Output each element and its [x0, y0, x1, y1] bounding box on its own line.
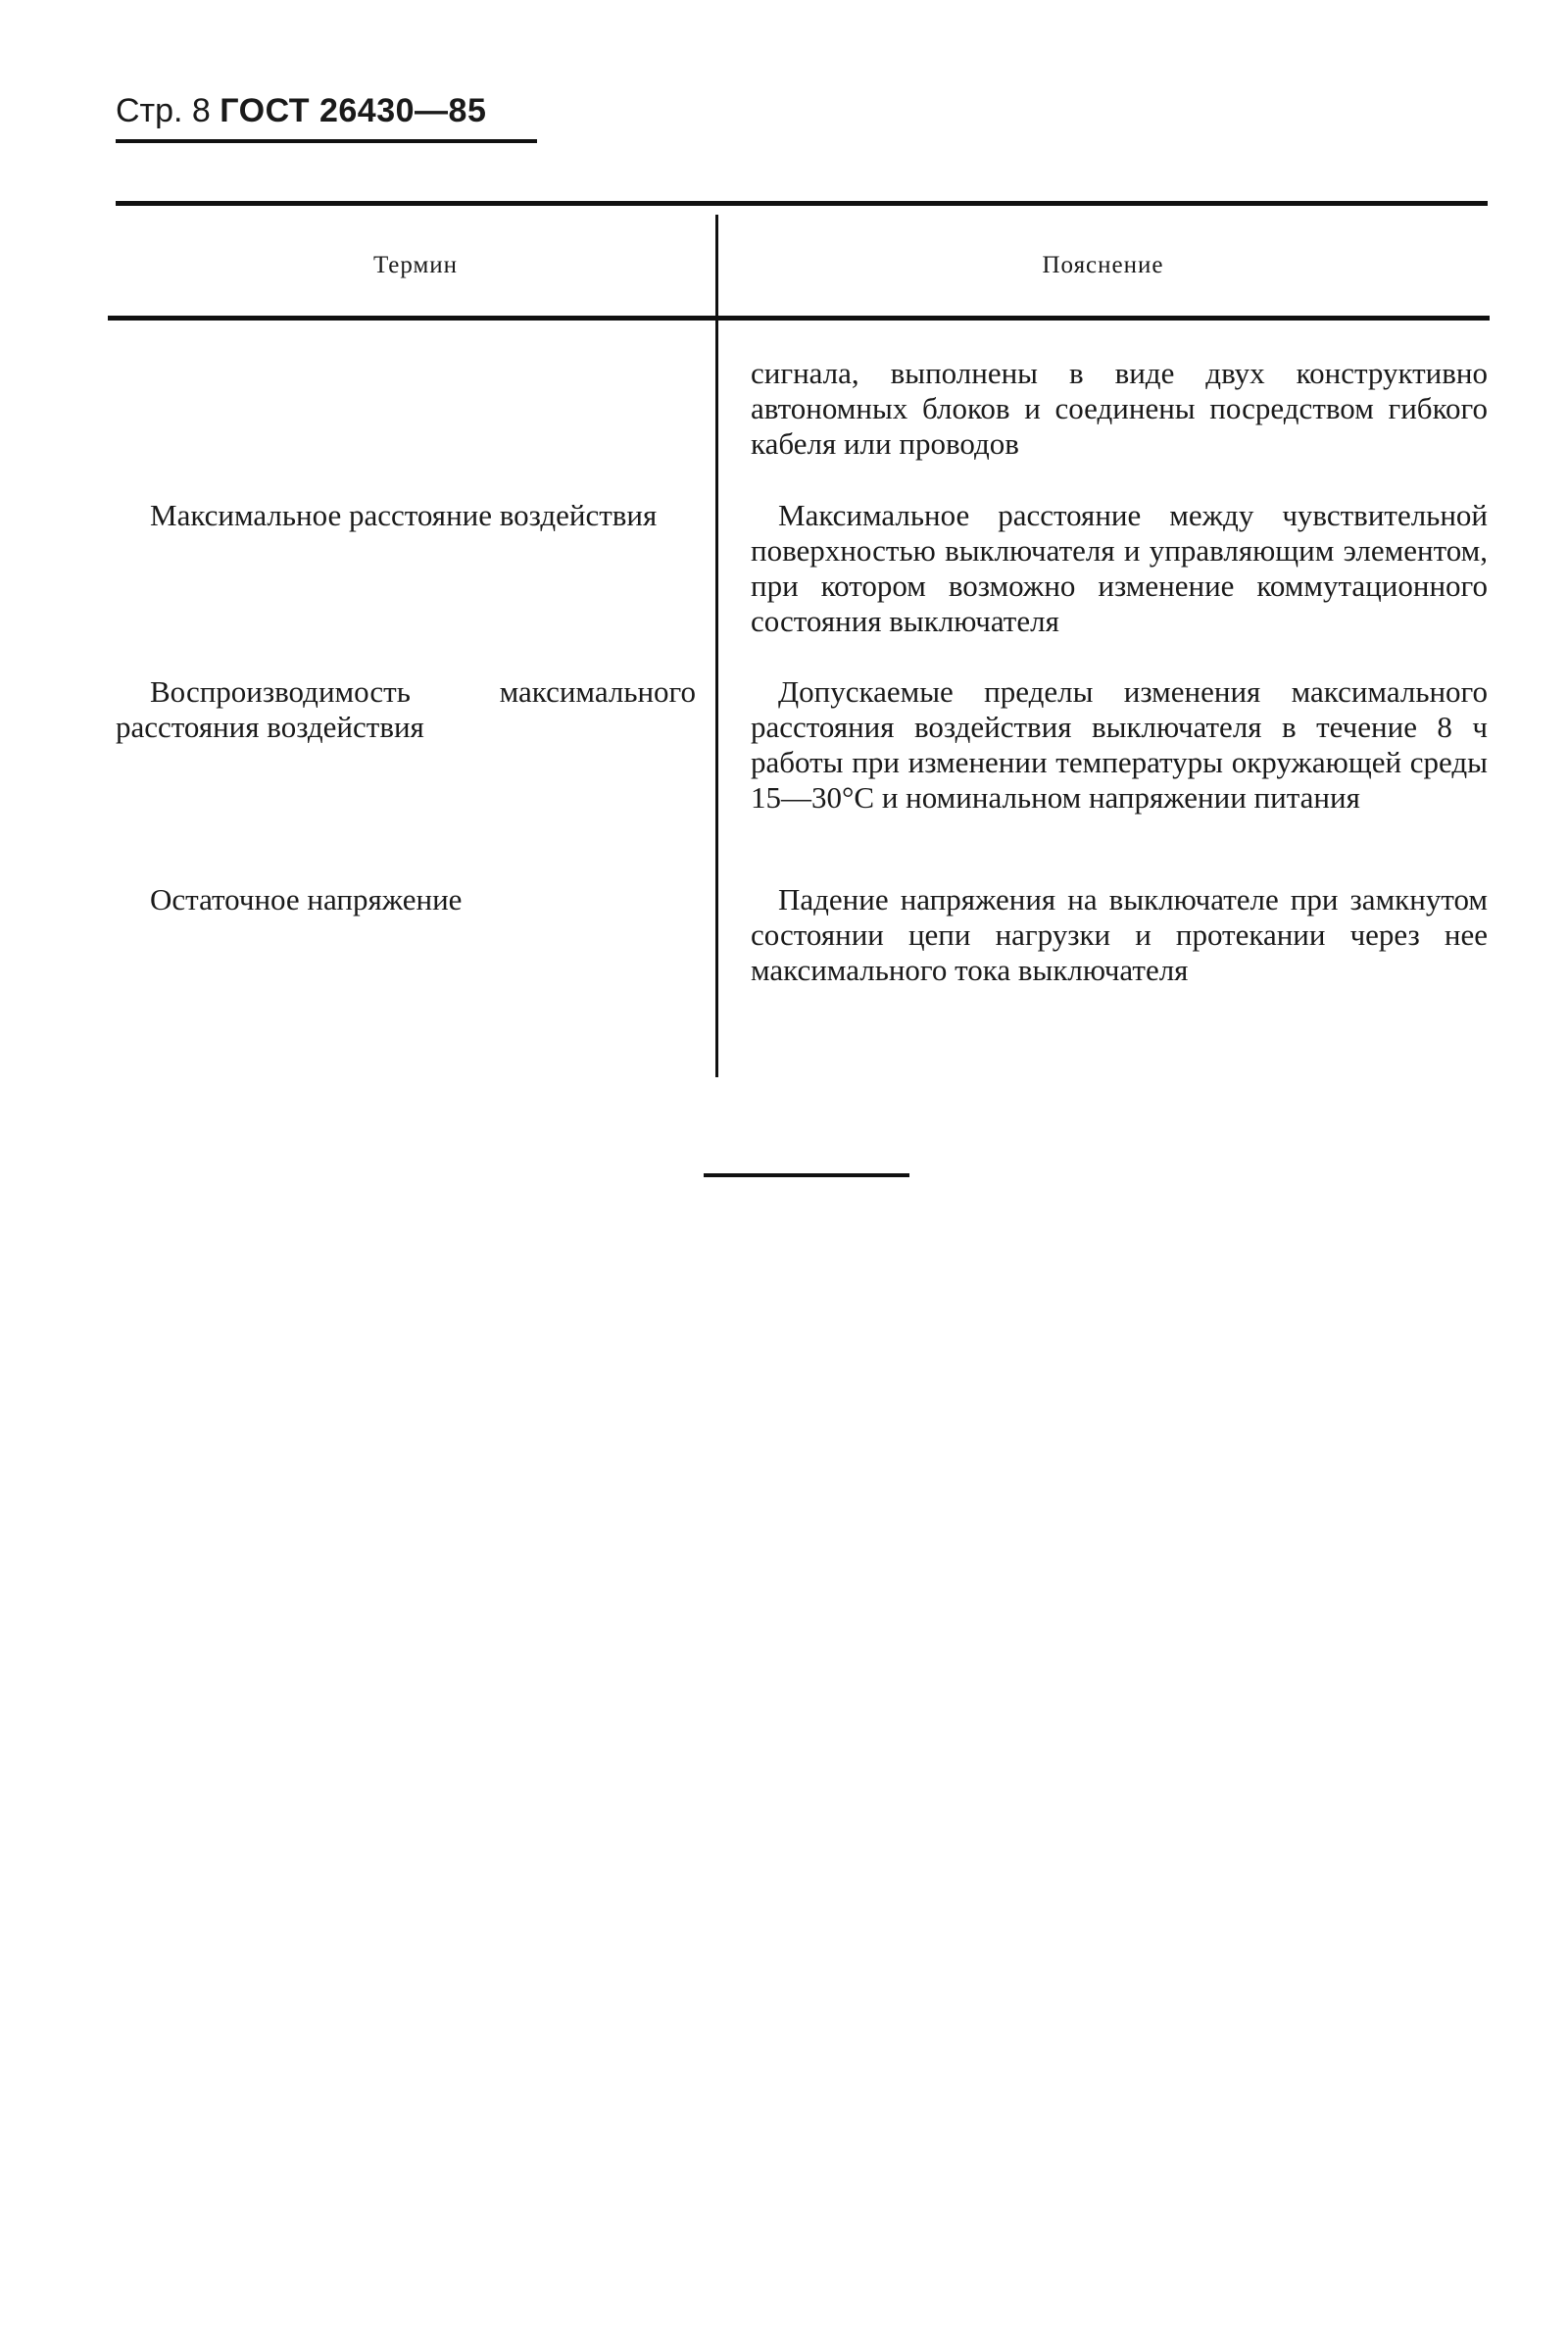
- term-row-2: Воспроизводимость максимального расстояния воздействия: [116, 674, 696, 744]
- page-header: [116, 88, 537, 143]
- column-header-explanation: Пояснение: [1042, 252, 1164, 278]
- table-top-rule: [116, 201, 1488, 206]
- explanation-text: Падение напряжения на выключателе при замкнутом состоянии цепи нагрузки и протекании через нее максимального тока выключателя: [751, 882, 1488, 987]
- standard-number: ГОСТ 26430—85: [220, 92, 487, 129]
- explanation-row-2: [751, 674, 1488, 816]
- terms-table: [116, 201, 1488, 1064]
- explanation-text: Максимальное расстояние между чувствительной поверхностью выключателя и управляющим элементом, при котором возможно изменение коммутационного состояния выключателя: [751, 498, 1488, 638]
- explanation-text: Допускаемые пределы изменения максимального расстояния воздействия выключателя в течение 8 ч работы при изменении температуры окружающей среды 15—30°С и номинальном напряжении питания: [751, 674, 1488, 815]
- term-row-1: Максимальное расстояние воздействия: [150, 498, 658, 532]
- explanation-row-3: [751, 882, 1488, 988]
- column-divider: [715, 215, 718, 1077]
- explanation-row-1: [751, 498, 1488, 639]
- term-row-3: Остаточное напряжение: [150, 882, 463, 916]
- page-number: Стр. 8: [116, 92, 211, 129]
- explanation-text: сигнала, выполнены в виде двух конструктивно автономных блоков и соединены посредством гибкого кабеля или проводов: [751, 356, 1488, 461]
- end-of-section-rule: [704, 1173, 909, 1177]
- column-header-term: Термин: [372, 252, 459, 278]
- explanation-continuation: [751, 356, 1488, 462]
- header-rule: [108, 316, 1490, 321]
